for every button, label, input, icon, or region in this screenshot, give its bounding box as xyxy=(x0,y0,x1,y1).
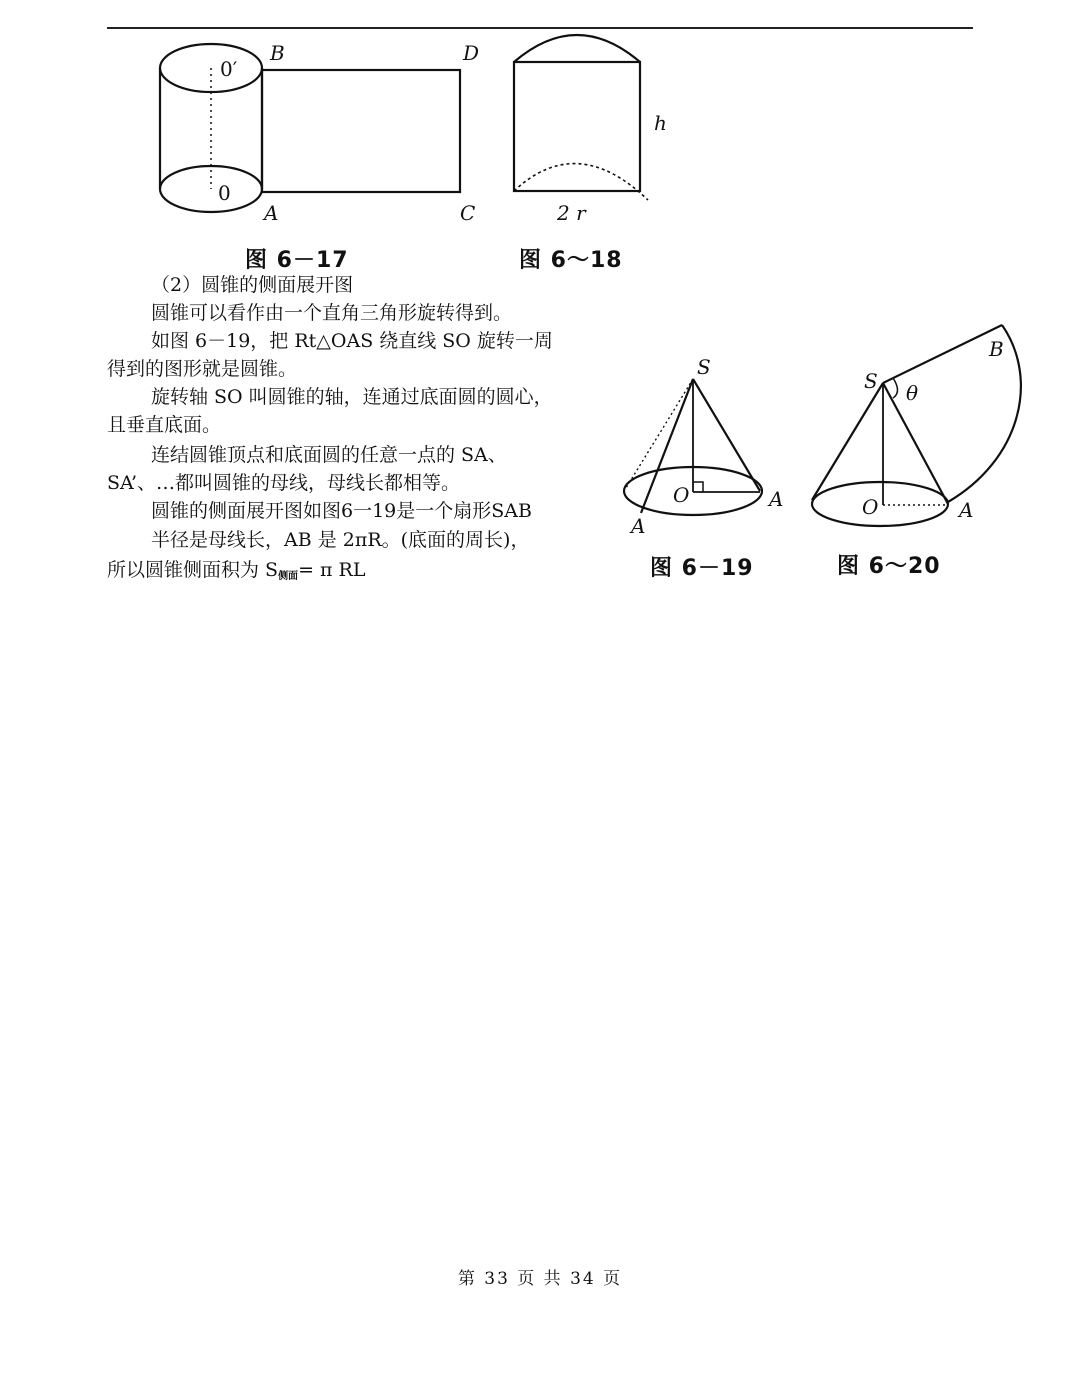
caption-fig-6-17: 图 6－17 xyxy=(245,248,349,273)
paragraph-2-line-1: 如图 6－19，把 Rt△OAS 绕直线 SO 旋转一周 xyxy=(151,330,553,352)
label-o: 0 xyxy=(218,181,231,205)
label-a: A xyxy=(959,498,974,522)
label-s: S xyxy=(697,355,711,379)
label-b: B xyxy=(270,41,285,65)
theta-arc xyxy=(893,378,898,398)
label-2r: 2 r xyxy=(557,201,586,225)
label-o-prime: 0′ xyxy=(220,57,238,81)
paragraph-4-line-1: 连结圆锥顶点和底面圆的任意一点的 SA、 xyxy=(151,444,507,466)
heading-cone-development: （2）圆锥的侧面展开图 xyxy=(151,274,354,296)
label-a-right: A xyxy=(769,487,784,511)
paragraph-5-line-1: 圆锥的侧面展开图如图6一19是一个扇形SAB xyxy=(151,500,532,522)
label-d: D xyxy=(463,41,480,65)
caption-fig-6-18: 图 6～18 xyxy=(519,248,623,273)
label-c: C xyxy=(460,201,476,225)
sector-edge-sb xyxy=(883,325,1002,383)
sector-arc-ab xyxy=(948,325,1021,502)
caption-fig-6-20: 图 6～20 xyxy=(837,554,941,579)
label-h: h xyxy=(654,111,667,135)
caption-fig-6-19: 图 6－19 xyxy=(650,556,754,581)
label-theta: θ xyxy=(906,381,919,405)
label-o: O xyxy=(862,495,879,519)
paragraph-3-line-2: 且垂直底面。 xyxy=(107,414,222,436)
paragraph-5-line-2: 半径是母线长，AB 是 2πR。(底面的周长)， xyxy=(151,529,530,551)
label-a-left: A xyxy=(631,514,646,538)
figure-6-20 xyxy=(0,0,1080,620)
label-o: O xyxy=(673,483,690,507)
label-b: B xyxy=(989,337,1004,361)
label-a: A xyxy=(264,201,279,225)
paragraph-4-line-2: SA’、…都叫圆锥的母线，母线长都相等。 xyxy=(107,472,460,494)
label-s: S xyxy=(864,369,878,393)
paragraph-5-line-3: 所以圆锥侧面积为 $S_{侧面}= \pi$ RL xyxy=(107,559,366,582)
cone-base-ellipse xyxy=(812,482,948,526)
page-footer: 第 33 页 共 34 页 xyxy=(457,1269,623,1289)
paragraph-1: 圆锥可以看作由一个直角三角形旋转得到。 xyxy=(151,302,513,324)
paragraph-2-line-2: 得到的图形就是圆锥。 xyxy=(107,358,298,380)
paragraph-3-line-1: 旋转轴 SO 叫圆锥的轴，连通过底面圆的圆心， xyxy=(151,386,553,408)
subscript-side: 侧面 xyxy=(278,571,299,582)
